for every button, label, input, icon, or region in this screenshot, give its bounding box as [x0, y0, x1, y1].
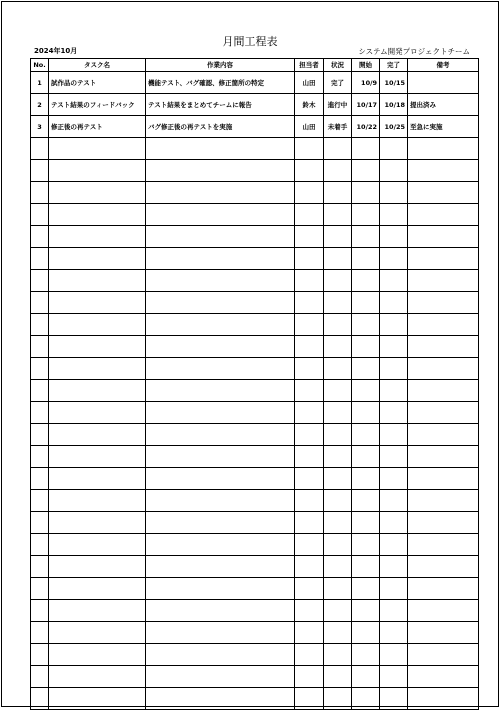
cell-start [352, 534, 380, 556]
cell-owner: 山田 [295, 72, 324, 94]
cell-notes [408, 600, 479, 622]
cell-no [31, 292, 49, 314]
cell-done [380, 490, 408, 512]
cell-task [49, 556, 146, 578]
cell-task [49, 644, 146, 666]
header-done: 完了 [380, 59, 408, 72]
cell-no [31, 512, 49, 534]
cell-status [324, 314, 352, 336]
cell-status [324, 622, 352, 644]
cell-done [380, 600, 408, 622]
cell-done [380, 226, 408, 248]
cell-done [380, 336, 408, 358]
cell-notes [408, 270, 479, 292]
cell-task [49, 270, 146, 292]
cell-notes [408, 578, 479, 600]
cell-done [380, 644, 408, 666]
cell-work: 機能テスト、バグ確認、修正箇所の特定 [146, 72, 295, 94]
cell-status [324, 204, 352, 226]
cell-done: 10/18 [380, 94, 408, 116]
cell-task [49, 248, 146, 270]
cell-no [31, 160, 49, 182]
cell-status [324, 182, 352, 204]
cell-start [352, 490, 380, 512]
cell-no: 3 [31, 116, 49, 138]
cell-task [49, 358, 146, 380]
cell-start: 10/9 [352, 72, 380, 94]
cell-done [380, 402, 408, 424]
cell-no [31, 402, 49, 424]
cell-no [31, 336, 49, 358]
cell-notes [408, 490, 479, 512]
cell-notes [408, 534, 479, 556]
cell-start [352, 424, 380, 446]
cell-no [31, 424, 49, 446]
cell-work [146, 160, 295, 182]
table-row [31, 292, 479, 314]
cell-work: テスト結果をまとめてチームに報告 [146, 94, 295, 116]
cell-status [324, 402, 352, 424]
cell-notes [408, 292, 479, 314]
cell-owner [295, 160, 324, 182]
cell-start [352, 204, 380, 226]
cell-work [146, 226, 295, 248]
cell-task [49, 314, 146, 336]
cell-start [352, 666, 380, 688]
cell-work: バグ修正後の再テストを実施 [146, 116, 295, 138]
cell-start [352, 512, 380, 534]
cell-work [146, 446, 295, 468]
cell-notes [408, 468, 479, 490]
cell-done [380, 380, 408, 402]
cell-task [49, 490, 146, 512]
cell-notes [408, 556, 479, 578]
cell-done [380, 292, 408, 314]
table-row [31, 622, 479, 644]
cell-work [146, 270, 295, 292]
cell-done [380, 512, 408, 534]
cell-done [380, 666, 408, 688]
cell-work [146, 666, 295, 688]
cell-work [146, 204, 295, 226]
cell-done [380, 248, 408, 270]
cell-work [146, 534, 295, 556]
cell-done [380, 424, 408, 446]
table-row [31, 446, 479, 468]
cell-no [31, 556, 49, 578]
cell-task [49, 226, 146, 248]
cell-task: 修正後の再テスト [49, 116, 146, 138]
cell-owner [295, 468, 324, 490]
cell-owner [295, 248, 324, 270]
cell-no [31, 380, 49, 402]
cell-done [380, 556, 408, 578]
cell-status [324, 600, 352, 622]
cell-status [324, 226, 352, 248]
cell-owner: 鈴木 [295, 94, 324, 116]
schedule-sheet [1, 1, 499, 707]
cell-task [49, 336, 146, 358]
cell-no [31, 644, 49, 666]
cell-owner [295, 380, 324, 402]
cell-start [352, 644, 380, 666]
table-row [31, 380, 479, 402]
cell-task [49, 534, 146, 556]
cell-status [324, 688, 352, 710]
cell-status [324, 336, 352, 358]
cell-notes [408, 314, 479, 336]
cell-done [380, 688, 408, 710]
cell-done [380, 534, 408, 556]
table-row [31, 116, 479, 138]
table-row [31, 270, 479, 292]
header-no: No. [31, 59, 49, 72]
cell-task [49, 622, 146, 644]
cell-no: 1 [31, 72, 49, 94]
cell-no [31, 534, 49, 556]
cell-owner [295, 358, 324, 380]
cell-status [324, 468, 352, 490]
cell-task [49, 160, 146, 182]
cell-start [352, 160, 380, 182]
cell-start [352, 248, 380, 270]
cell-no [31, 578, 49, 600]
cell-owner [295, 600, 324, 622]
header-status: 状況 [324, 59, 352, 72]
cell-done [380, 468, 408, 490]
cell-owner [295, 424, 324, 446]
cell-notes [408, 424, 479, 446]
cell-done [380, 314, 408, 336]
cell-start [352, 336, 380, 358]
table-row [31, 578, 479, 600]
cell-start [352, 182, 380, 204]
cell-task [49, 182, 146, 204]
cell-notes [408, 138, 479, 160]
cell-status [324, 490, 352, 512]
cell-done [380, 446, 408, 468]
cell-owner: 山田 [295, 116, 324, 138]
cell-start [352, 688, 380, 710]
cell-done [380, 358, 408, 380]
header-work: 作業内容 [146, 59, 295, 72]
cell-notes [408, 622, 479, 644]
cell-no [31, 248, 49, 270]
cell-no: 2 [31, 94, 49, 116]
cell-task [49, 204, 146, 226]
table-row [31, 402, 479, 424]
cell-owner [295, 446, 324, 468]
table-row [31, 314, 479, 336]
cell-status [324, 424, 352, 446]
cell-status [324, 380, 352, 402]
cell-no [31, 490, 49, 512]
cell-task: 試作品のテスト [49, 72, 146, 94]
cell-notes [408, 226, 479, 248]
header-start: 開始 [352, 59, 380, 72]
cell-owner [295, 578, 324, 600]
cell-notes [408, 336, 479, 358]
cell-status: 未着手 [324, 116, 352, 138]
table-row [31, 666, 479, 688]
table-row [31, 204, 479, 226]
cell-start [352, 622, 380, 644]
table-row [31, 644, 479, 666]
cell-status [324, 534, 352, 556]
cell-notes [408, 358, 479, 380]
cell-no [31, 446, 49, 468]
cell-start [352, 468, 380, 490]
cell-start: 10/22 [352, 116, 380, 138]
cell-work [146, 512, 295, 534]
cell-done [380, 578, 408, 600]
cell-start: 10/17 [352, 94, 380, 116]
cell-start [352, 358, 380, 380]
cell-notes: 至急に実施 [408, 116, 479, 138]
table-row [31, 358, 479, 380]
cell-owner [295, 138, 324, 160]
cell-no [31, 600, 49, 622]
cell-no [31, 666, 49, 688]
table-row [31, 72, 479, 94]
table-row [31, 160, 479, 182]
cell-notes [408, 380, 479, 402]
cell-start [352, 402, 380, 424]
cell-task [49, 138, 146, 160]
cell-task [49, 578, 146, 600]
cell-no [31, 468, 49, 490]
cell-status [324, 248, 352, 270]
cell-owner [295, 556, 324, 578]
cell-no [31, 314, 49, 336]
cell-owner [295, 292, 324, 314]
cell-work [146, 644, 295, 666]
cell-start [352, 292, 380, 314]
cell-work [146, 490, 295, 512]
table-row [31, 182, 479, 204]
cell-notes [408, 182, 479, 204]
cell-done [380, 160, 408, 182]
schedule-table [30, 58, 479, 710]
cell-done: 10/15 [380, 72, 408, 94]
table-header-row [31, 59, 479, 72]
cell-no [31, 138, 49, 160]
cell-work [146, 358, 295, 380]
cell-notes [408, 204, 479, 226]
cell-work [146, 182, 295, 204]
table-row [31, 424, 479, 446]
cell-status [324, 270, 352, 292]
cell-task [49, 402, 146, 424]
cell-task [49, 666, 146, 688]
table-row [31, 534, 479, 556]
header-notes: 備考 [408, 59, 479, 72]
table-row [31, 688, 479, 710]
cell-status [324, 138, 352, 160]
cell-status [324, 292, 352, 314]
cell-owner [295, 688, 324, 710]
cell-work [146, 336, 295, 358]
table-row [31, 512, 479, 534]
table-row [31, 490, 479, 512]
cell-owner [295, 644, 324, 666]
cell-work [146, 600, 295, 622]
cell-notes: 提出済み [408, 94, 479, 116]
cell-task [49, 446, 146, 468]
cell-start [352, 556, 380, 578]
cell-work [146, 578, 295, 600]
cell-owner [295, 512, 324, 534]
table-row [31, 556, 479, 578]
cell-work [146, 424, 295, 446]
table-row [31, 94, 479, 116]
cell-notes [408, 666, 479, 688]
sheet-title: 月間工程表 [222, 35, 278, 48]
cell-work [146, 292, 295, 314]
cell-start [352, 446, 380, 468]
cell-work [146, 688, 295, 710]
cell-start [352, 314, 380, 336]
cell-start [352, 138, 380, 160]
cell-task [49, 424, 146, 446]
cell-owner [295, 336, 324, 358]
cell-owner [295, 226, 324, 248]
cell-done [380, 622, 408, 644]
cell-no [31, 226, 49, 248]
cell-done [380, 270, 408, 292]
cell-done [380, 138, 408, 160]
cell-owner [295, 204, 324, 226]
cell-start [352, 600, 380, 622]
team-label: システム開発プロジェクトチーム [358, 47, 470, 56]
cell-work [146, 314, 295, 336]
cell-no [31, 270, 49, 292]
cell-work [146, 248, 295, 270]
cell-owner [295, 314, 324, 336]
cell-owner [295, 402, 324, 424]
cell-owner [295, 666, 324, 688]
cell-notes [408, 72, 479, 94]
cell-notes [408, 160, 479, 182]
cell-status [324, 446, 352, 468]
header-task: タスク名 [49, 59, 146, 72]
cell-no [31, 182, 49, 204]
month-label: 2024年10月 [34, 47, 78, 55]
cell-done [380, 182, 408, 204]
cell-task [49, 468, 146, 490]
cell-owner [295, 622, 324, 644]
cell-notes [408, 512, 479, 534]
cell-work [146, 556, 295, 578]
cell-no [31, 688, 49, 710]
cell-status [324, 160, 352, 182]
cell-owner [295, 534, 324, 556]
cell-done [380, 204, 408, 226]
cell-done: 10/25 [380, 116, 408, 138]
cell-work [146, 402, 295, 424]
cell-start [352, 578, 380, 600]
cell-work [146, 622, 295, 644]
cell-start [352, 226, 380, 248]
header-owner: 担当者 [295, 59, 324, 72]
cell-status [324, 358, 352, 380]
cell-no [31, 622, 49, 644]
cell-no [31, 358, 49, 380]
cell-notes [408, 688, 479, 710]
table-row [31, 248, 479, 270]
cell-status [324, 556, 352, 578]
table-row [31, 468, 479, 490]
cell-status: 完了 [324, 72, 352, 94]
table-row [31, 226, 479, 248]
cell-notes [408, 644, 479, 666]
cell-task [49, 688, 146, 710]
cell-task [49, 600, 146, 622]
cell-notes [408, 402, 479, 424]
cell-no [31, 204, 49, 226]
table-row [31, 138, 479, 160]
table-row [31, 600, 479, 622]
cell-status [324, 666, 352, 688]
cell-owner [295, 490, 324, 512]
cell-start [352, 380, 380, 402]
cell-status [324, 644, 352, 666]
cell-task [49, 512, 146, 534]
cell-notes [408, 248, 479, 270]
cell-start [352, 270, 380, 292]
cell-work [146, 380, 295, 402]
cell-task: テスト結果のフィードバック [49, 94, 146, 116]
cell-owner [295, 270, 324, 292]
cell-work [146, 138, 295, 160]
cell-task [49, 380, 146, 402]
cell-status [324, 578, 352, 600]
cell-task [49, 292, 146, 314]
cell-status: 進行中 [324, 94, 352, 116]
cell-work [146, 468, 295, 490]
table-row [31, 336, 479, 358]
cell-notes [408, 446, 479, 468]
cell-owner [295, 182, 324, 204]
cell-status [324, 512, 352, 534]
